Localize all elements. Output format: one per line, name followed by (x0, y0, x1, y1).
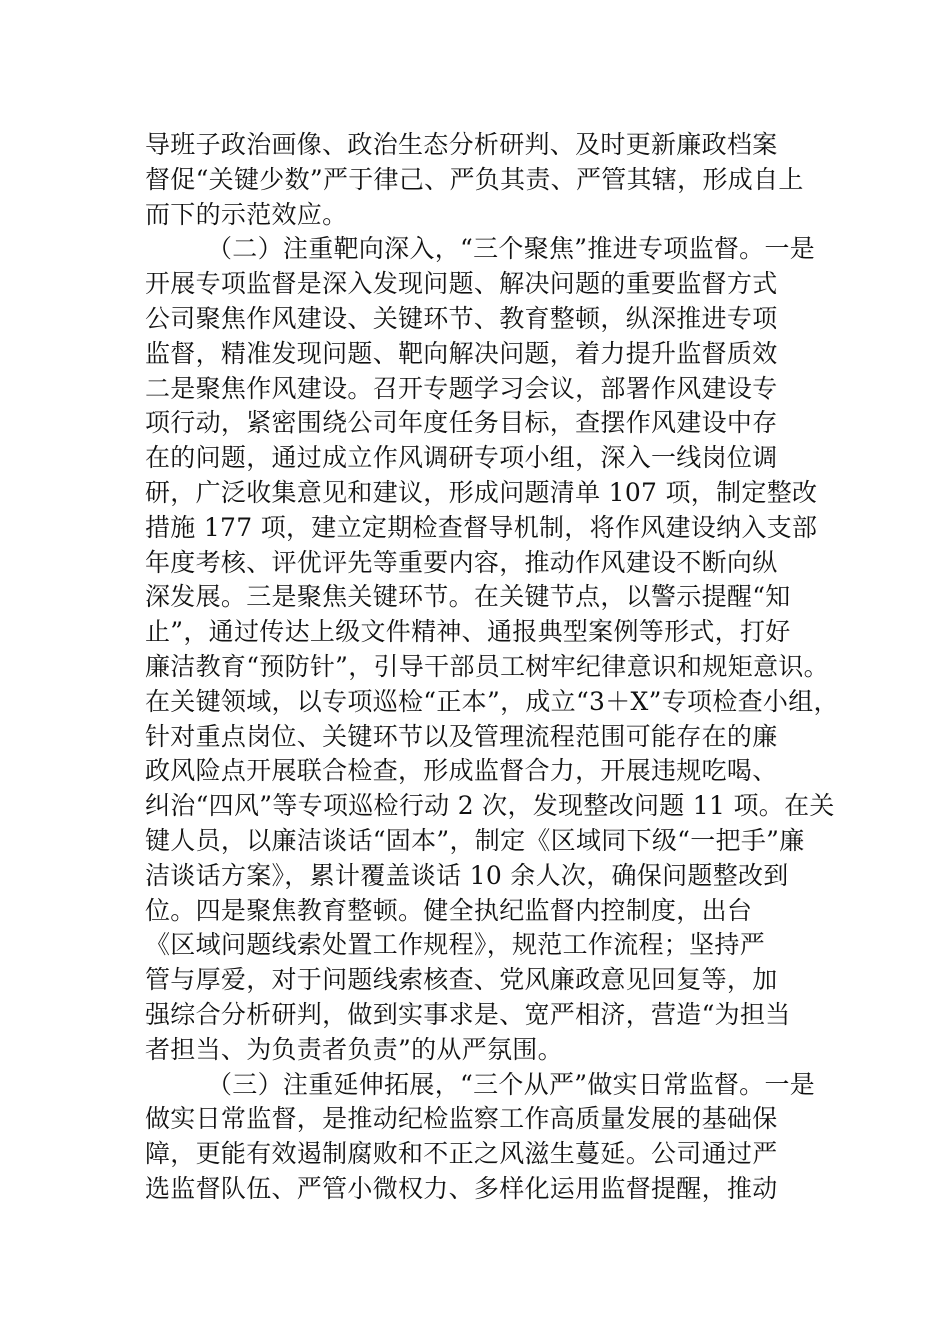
text-line: 项行动，紧密围绕公司年度任务目标，查摆作风建设中存 (145, 408, 778, 438)
text-line: 止”，通过传达上级文件精神、通报典型案例等形式，打好 (145, 617, 791, 647)
text-line: 针对重点岗位、关键环节以及管理流程范围可能存在的廉 (145, 721, 778, 751)
text-line: 二是聚焦作风建设。召开专题学习会议，部署作风建设专 (145, 373, 778, 403)
text-line: 位。四是聚焦教育整顿。健全执纪监督内控制度，出台 (145, 895, 753, 925)
text-line: 障，更能有效遏制腐败和不正之风滋生蔓延。公司通过严 (145, 1139, 778, 1169)
text-line: 键人员，以廉洁谈话“固本”，制定《区域同下级“一把手”廉 (145, 825, 805, 855)
text-line: 强综合分析研判，做到实事求是、宽严相济，营造“为担当 (145, 999, 791, 1029)
text-line: 廉洁教育“预防针”，引导干部员工树牢纪律意识和规矩意识。 (145, 651, 829, 681)
text-line: 做实日常监督，是推动纪检监察工作高质量发展的基础保 (145, 1104, 778, 1134)
text-line: 督促“关键少数”严于律己、严负其责、严管其辖，形成自上 (145, 164, 804, 194)
text-line: 者担当、为负责者负责”的从严氛围。 (145, 1034, 563, 1064)
text-line: 管与厚爱，对于问题线索核查、党风廉政意见回复等，加 (145, 965, 778, 995)
text-line: 深发展。三是聚焦关键环节。在关键节点，以警示提醒“知 (145, 582, 791, 612)
text-line: 在关键领域，以专项巡检“正本”，成立“3＋X”专项检查小组， (145, 686, 839, 716)
text-line: 纠治“四风”等专项巡检行动 2 次，发现整改问题 11 项。在关 (145, 791, 835, 821)
text-line: 政风险点开展联合检查，形成监督合力，开展违规吃喝、 (145, 756, 778, 786)
text-line: 在的问题，通过成立作风调研专项小组，深入一线岗位调 (145, 443, 778, 473)
text-line: 导班子政治画像、政治生态分析研判、及时更新廉政档案 (145, 130, 778, 159)
text-line: 选监督队伍、严管小微权力、多样化运用监督提醒，推动 (145, 1173, 778, 1203)
text-line: 监督，精准发现问题、靶向解决问题，着力提升监督质效 (145, 338, 778, 368)
text-line: 研，广泛收集意见和建议，形成问题清单 107 项，制定整改 (145, 477, 818, 507)
text-line: 而下的示范效应。 (145, 199, 348, 229)
text-line: 《区域问题线索处置工作规程》，规范工作流程；坚持严 (145, 930, 766, 960)
text-line: 开展专项监督是深入发现问题、解决问题的重要监督方式 (145, 269, 778, 299)
paragraph-first-line: （二）注重靶向深入，“三个聚焦”推进专项监督。一是 (207, 234, 816, 264)
text-line: 公司聚焦作风建设、关键环节、教育整顿，纵深推进专项 (145, 303, 778, 333)
text-line: 洁谈话方案》，累计覆盖谈话 10 余人次，确保问题整改到 (145, 860, 789, 890)
body-text (145, 128, 839, 1207)
text-line: 措施 177 项，建立定期检查督导机制，将作风建设纳入支部 (145, 512, 818, 542)
text-line: 年度考核、评优评先等重要内容，推动作风建设不断向纵 (145, 547, 778, 577)
paragraph-first-line: （三）注重延伸拓展，“三个从严”做实日常监督。一是 (207, 1069, 816, 1099)
